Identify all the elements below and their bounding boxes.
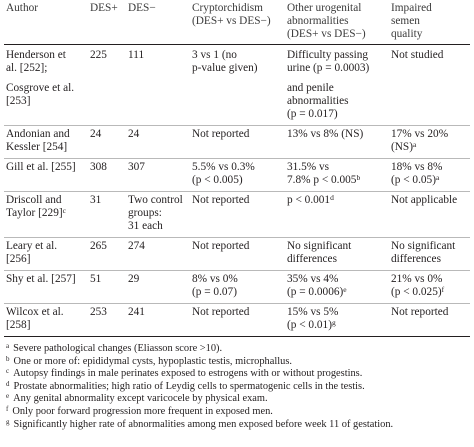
header-line: Author [6, 2, 39, 14]
author-cell [4, 271, 88, 304]
footnote-mark: f [6, 404, 9, 413]
cell-line: 21% vs 0% [391, 273, 443, 285]
footnote-text: Autopsy findings in male perinates exposed to estrogens with or without progestins. [13, 368, 363, 380]
cell-line: 253 [90, 306, 107, 318]
table-row [4, 126, 470, 159]
table-header-row [4, 0, 470, 45]
cell-line: Not reported [192, 194, 250, 206]
cell-line: (p = 0.0006)$^e$ [287, 285, 347, 298]
cryptorchidism-cell [190, 304, 285, 337]
header-line: Impaired [391, 2, 432, 14]
author-cell [4, 126, 88, 159]
cell-line: (p < 0.005) [192, 174, 243, 186]
des-negative-cell [126, 126, 190, 159]
cell-line: Wilcox et al. [6, 306, 64, 318]
cell-line: (p < 0.01)$^g$ [287, 318, 336, 331]
des-negative-cell [126, 271, 190, 304]
cell-line: Two control [128, 194, 183, 206]
header-line: abnormalities [287, 15, 349, 27]
table-row [4, 271, 470, 304]
semen-quality-cell [389, 271, 470, 304]
cell-line: 15% vs 5% [287, 306, 339, 318]
table-row [4, 238, 470, 271]
header-author [4, 0, 88, 45]
des-positive-cell [88, 271, 126, 304]
author-cell [4, 192, 88, 238]
cell-line: Leary et al. [6, 240, 58, 252]
des-negative-cell [126, 45, 190, 126]
urogenital-cell [285, 159, 389, 192]
cell-line: 241 [128, 306, 145, 318]
cell-line: [256] [6, 253, 31, 265]
urogenital-cell [285, 45, 389, 126]
footnote [6, 381, 470, 394]
cell-line: Difficulty passing [287, 49, 369, 61]
cell-line: 7.8% p < 0.005$^b$ [287, 173, 361, 186]
footnote-mark: g [6, 417, 10, 426]
cell-line: No significant [391, 240, 456, 252]
cell-line: 35% vs 4% [287, 273, 339, 285]
semen-quality-cell [389, 126, 470, 159]
footnote-text: Any genital abnormality except varicocele by physical exam. [13, 393, 268, 405]
table-row [4, 159, 470, 192]
cell-line: No significant [287, 240, 352, 252]
header-line: DES− [128, 2, 156, 14]
footnote-mark: d [6, 379, 10, 388]
cell-line: (NS)$^a$ [391, 140, 417, 153]
header-des-negative [126, 0, 190, 45]
footnote-marker: a [412, 140, 417, 149]
footnote-text: Only poor forward progression more frequent in exposed men. [12, 405, 273, 417]
cell-line: p < 0.001$^d$ [287, 193, 334, 206]
footnote-text: One or more of: epididymal cysts, hypoplastic testis, microphallus. [13, 355, 292, 367]
urogenital-cell [285, 192, 389, 238]
semen-quality-cell [389, 238, 470, 271]
urogenital-cell [285, 304, 389, 337]
cell-line: Andonian and [6, 128, 70, 140]
cryptorchidism-cell [190, 126, 285, 159]
des-positive-cell [88, 126, 126, 159]
cell-line: Kessler [254] [6, 141, 68, 153]
footnote-mark: b [6, 354, 10, 363]
cell-line: urine (p = 0.0003) [287, 62, 370, 74]
des-negative-cell [126, 159, 190, 192]
cell-line: (p < 0.025)$^f$ [391, 285, 445, 298]
des-negative-cell [126, 238, 190, 271]
cell-line: 24 [90, 128, 102, 140]
footnote-marker: d [330, 193, 334, 202]
cell-line: Cosgrove et al. [6, 82, 75, 94]
header-semen-quality [389, 0, 470, 45]
cell-line: 8% vs 0% [192, 273, 238, 285]
cell-line: Not reported [192, 240, 250, 252]
cell-line: 307 [128, 161, 145, 173]
footnote-marker: c [62, 206, 66, 215]
header-line: semen [391, 15, 420, 27]
semen-quality-cell [389, 192, 470, 238]
author-cell [4, 238, 88, 271]
footnote-text: Severe pathological changes (Eliasson score >10). [13, 343, 223, 354]
cell-line: Not studied [391, 49, 444, 61]
des-positive-cell [88, 45, 126, 126]
cell-line: Driscoll and [6, 194, 62, 206]
table-row [4, 45, 470, 126]
footnote-marker: b [356, 173, 361, 182]
cell-line: Not applicable [391, 194, 458, 206]
des-negative-cell [126, 192, 190, 238]
cell-line: Shy et al. [257] [6, 273, 76, 285]
header-line: Other urogenital [287, 2, 362, 14]
cell-line: [253] [6, 95, 31, 107]
table-footnotes [4, 343, 470, 431]
footnote-marker: f [441, 285, 445, 294]
des-study-table [4, 0, 470, 337]
header-des-positive [88, 0, 126, 45]
header-line: Cryptorchidism [192, 2, 263, 14]
author-cell [4, 45, 88, 126]
cell-line: 308 [90, 161, 107, 173]
cell-line: 225 [90, 49, 107, 61]
cryptorchidism-cell [190, 271, 285, 304]
des-positive-cell [88, 238, 126, 271]
cryptorchidism-cell [190, 192, 285, 238]
author-cell [4, 159, 88, 192]
header-urogenital [285, 0, 389, 45]
footnote-marker: a [435, 173, 440, 182]
footnote [6, 419, 470, 432]
des-positive-cell [88, 304, 126, 337]
urogenital-cell [285, 126, 389, 159]
cell-line: differences [287, 253, 337, 265]
cell-line: 274 [128, 240, 145, 252]
footnote-mark: a [6, 342, 10, 350]
cell-line: 111 [128, 49, 145, 61]
cryptorchidism-cell [190, 45, 285, 126]
header-line: (DES+ vs DES−) [192, 15, 271, 27]
cell-line: al. [252]; [6, 62, 48, 74]
cell-line: differences [391, 253, 441, 265]
cell-line: (p = 0.07) [192, 286, 237, 298]
footnote-text: Prostate abnormalities; high ratio of Leydig cells to spermatogenic cells in the testis. [13, 380, 365, 392]
table-row [4, 304, 470, 337]
footnote-text: Significantly higher rate of abnormalities among men exposed before week 11 of gestation. [13, 418, 394, 430]
table-row [4, 192, 470, 238]
semen-quality-cell [389, 304, 470, 337]
cell-line: 31 [90, 194, 102, 206]
author-cell [4, 304, 88, 337]
header-cryptorchidism [190, 0, 285, 45]
cell-line: [258] [6, 319, 31, 331]
cell-line: Not reported [192, 128, 250, 140]
footnote-mark: e [6, 392, 10, 401]
cell-line: 13% vs 8% (NS) [287, 128, 364, 140]
footnote-mark: c [6, 367, 10, 376]
footnote [6, 368, 470, 381]
cell-line: (p = 0.017) [287, 108, 338, 120]
header-line: DES+ [90, 2, 118, 14]
des-negative-cell [126, 304, 190, 337]
cell-line: 31 each [128, 220, 163, 232]
cell-line: and penile [287, 82, 334, 94]
cell-line: Not reported [391, 306, 449, 318]
cell-line: 17% vs 20% [391, 128, 449, 140]
semen-quality-cell [389, 45, 470, 126]
cell-line: abnormalities [287, 95, 349, 107]
cell-line: 18% vs 8% [391, 161, 443, 173]
cell-line: groups: [128, 207, 162, 219]
header-line: quality [391, 28, 423, 40]
cell-line: Taylor $[229]^c$ [6, 206, 66, 219]
footnote [6, 356, 470, 369]
footnote-marker: e [343, 285, 347, 294]
footnote [6, 393, 470, 406]
semen-quality-cell [389, 159, 470, 192]
footnote-marker: g [331, 318, 336, 327]
cell-line: 51 [90, 273, 102, 285]
urogenital-cell [285, 238, 389, 271]
cell-line: Gill et al. [255] [6, 161, 76, 173]
cell-line: 5.5% vs 0.3% [192, 161, 255, 173]
cell-line: 31.5% vs [287, 161, 330, 173]
footnote [6, 343, 470, 356]
header-line: (DES+ vs DES−) [287, 28, 366, 40]
cryptorchidism-cell [190, 238, 285, 271]
cell-line: Not reported [192, 306, 250, 318]
cell-line: p-value given) [192, 62, 258, 74]
footnote [6, 406, 470, 419]
cell-line: 265 [90, 240, 107, 252]
cryptorchidism-cell [190, 159, 285, 192]
cell-line: 29 [128, 273, 140, 285]
des-positive-cell [88, 159, 126, 192]
des-positive-cell [88, 192, 126, 238]
cell-line: Henderson et [6, 49, 66, 61]
cell-line: 24 [128, 128, 140, 140]
cell-line: (p < 0.05)$^a$ [391, 173, 440, 186]
urogenital-cell [285, 271, 389, 304]
cell-line: 3 vs 1 (no [192, 49, 237, 61]
